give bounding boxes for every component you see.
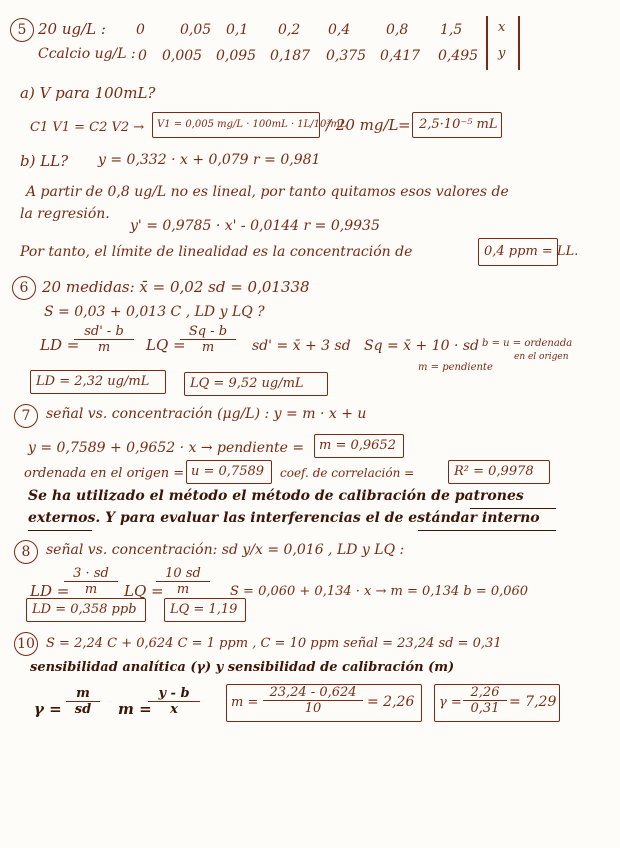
s10-m-label: m =	[118, 700, 152, 718]
s5-r2-v3: 0,187	[270, 48, 311, 64]
s10-m-fraction: $\frac{y - b}{x}$	[148, 686, 200, 717]
s8-ld-label: LD =	[30, 582, 70, 600]
s7-r-box: R² = 0,9978	[448, 460, 550, 484]
s6-lq-result-box: LQ = 9,52 ug/mL	[184, 372, 328, 396]
s8-ld-fraction: $\frac{3 \cdot sd}{m}$	[64, 566, 118, 597]
section-5-number: 5	[10, 18, 34, 42]
s10-gamma-fraction: $\frac{m}{sd}$	[66, 686, 100, 717]
s8-eq: S = 0,060 + 0,134 · x → m = 0,134 b = 0,060	[230, 584, 529, 599]
s5-eq-b: y = 0,332 · x + 0,079 r = 0,981	[98, 152, 321, 168]
underline-patrones	[470, 508, 556, 509]
s5-r1-v4: 0,4	[328, 22, 351, 38]
s5-r2-v6: 0,495	[438, 48, 479, 64]
s6-sd-def: sd' = x̄ + 3 sd	[252, 338, 351, 354]
s8-ld-result-box: LD = 0,358 ppb	[26, 598, 146, 622]
s7-m-box: m = 0,9652	[314, 434, 404, 458]
s10-m-calc-box: m = $\frac{23,24 - 0,624}{10}$ = 2,26	[226, 684, 422, 722]
s6-m-def: m = pendiente	[418, 362, 493, 373]
s5-eq-a-left: C1 V1 = C2 V2 →	[30, 120, 145, 135]
section-6-number: 6	[12, 276, 36, 300]
s7-line-1: señal vs. concentración (μg/L) : y = m · x + u	[46, 406, 367, 422]
section-8-number: 8	[14, 540, 38, 564]
s6-b-def: b = u = ordenada	[482, 338, 573, 349]
s5-row2-label: Ccalcio ug/L :	[38, 46, 136, 62]
s10-gamma-label: γ =	[34, 700, 62, 718]
s5-r1-v0: 0	[136, 22, 145, 38]
s10-gamma-calc-fraction: $\frac{2,26}{0,31}$	[463, 685, 507, 716]
s5-r1-v5: 0,8	[386, 22, 409, 38]
s5-r1-v2: 0,1	[226, 22, 249, 38]
s5-r1-v6: 1,5	[440, 22, 463, 38]
xy-matrix	[486, 16, 520, 70]
section-7-number: 7	[14, 404, 38, 428]
s5-ll-box: 0,4 ppm = LL.	[478, 238, 558, 266]
s6-lq-fraction: $\frac{Sq - b}{m}$	[180, 324, 236, 355]
s5-eq-a-div: / 20 mg/L	[326, 116, 399, 134]
s5-eq-a-box: V1 = 0,005 mg/L · 100mL · 1L/10³mL	[152, 112, 320, 138]
s6-ld-fraction: $\frac{sd' - b}{m}$	[74, 324, 134, 355]
s10-line-2: sensibilidad analítica (γ) y sensibilidad de calibración (m)	[30, 660, 455, 675]
s8-line-1: señal vs. concentración: sd y/x = 0,016 , LD y LQ :	[46, 542, 405, 558]
underline-estandar-interno	[418, 530, 556, 531]
s5-text-2: la regresión.	[20, 206, 110, 222]
s5-text-3: Por tanto, el límite de linealidad es la concentración de	[20, 244, 413, 260]
s8-lq-fraction: $\frac{10 sd}{m}$	[156, 566, 210, 597]
s8-lq-result-box: LQ = 1,19	[164, 598, 246, 622]
s5-r1-v3: 0,2	[278, 22, 301, 38]
matrix-y: y	[498, 46, 506, 61]
s5-eq-a-result-box: 2,5·10⁻⁵ mL	[412, 112, 502, 138]
s6-line-2: S = 0,03 + 0,013 C , LD y LQ ?	[44, 304, 265, 320]
underline-externos	[28, 530, 92, 531]
s5-row1-label: 20 ug/L :	[38, 20, 106, 38]
s7-coef: coef. de correlación =	[280, 466, 415, 480]
s5-r2-v1: 0,005	[162, 48, 203, 64]
s7-line-2: y = 0,7589 + 0,9652 · x → pendiente =	[28, 440, 305, 456]
s5-r2-v4: 0,375	[326, 48, 367, 64]
s7-line-3: ordenada en el origen =	[24, 466, 185, 481]
s6-line-1: 20 medidas: x̄ = 0,02 sd = 0,01338	[42, 278, 310, 296]
s6-sq-def: Sq = x̄ + 10 · sd	[364, 338, 480, 354]
s6-ld-result-box: LD = 2,32 ug/mL	[30, 370, 166, 394]
s5-r2-v2: 0,095	[216, 48, 257, 64]
s5-question-b: b) LL?	[20, 152, 69, 170]
s7-line-4: Se ha utilizado el método el método de calibración de patrones	[28, 488, 524, 504]
s5-eq-b2: y' = 0,9785 · x' - 0,0144 r = 0,9935	[130, 218, 380, 234]
s5-text-1: A partir de 0,8 ug/L no es lineal, por tanto quitamos esos valores de	[26, 184, 509, 200]
s5-r2-v0: 0	[138, 48, 147, 64]
s5-question-a: a) V para 100mL?	[20, 84, 156, 102]
s5-r2-v5: 0,417	[380, 48, 421, 64]
s8-lq-label: LQ =	[124, 582, 164, 600]
s10-gamma-calc-box: γ = $\frac{2,26}{0,31}$ = 7,29	[434, 684, 560, 722]
s5-eq-a-eq: =	[398, 116, 411, 134]
s6-b-def-2: en el origen	[514, 352, 569, 362]
s7-line-5: externos. Y para evaluar las interferencias el de estándar interno	[28, 510, 540, 526]
matrix-x: x	[498, 20, 506, 35]
s7-u-box: u = 0,7589	[186, 460, 272, 484]
s6-lq-label: LQ =	[146, 336, 186, 354]
s5-r1-v1: 0,05	[180, 22, 212, 38]
s10-line-1: S = 2,24 C + 0,624 C = 1 ppm , C = 10 ppm señal = 23,24 sd = 0,31	[46, 636, 502, 651]
s10-m-calc-fraction: $\frac{23,24 - 0,624}{10}$	[263, 685, 363, 716]
section-10-number: 10	[14, 632, 38, 656]
s6-ld-label: LD =	[40, 336, 80, 354]
